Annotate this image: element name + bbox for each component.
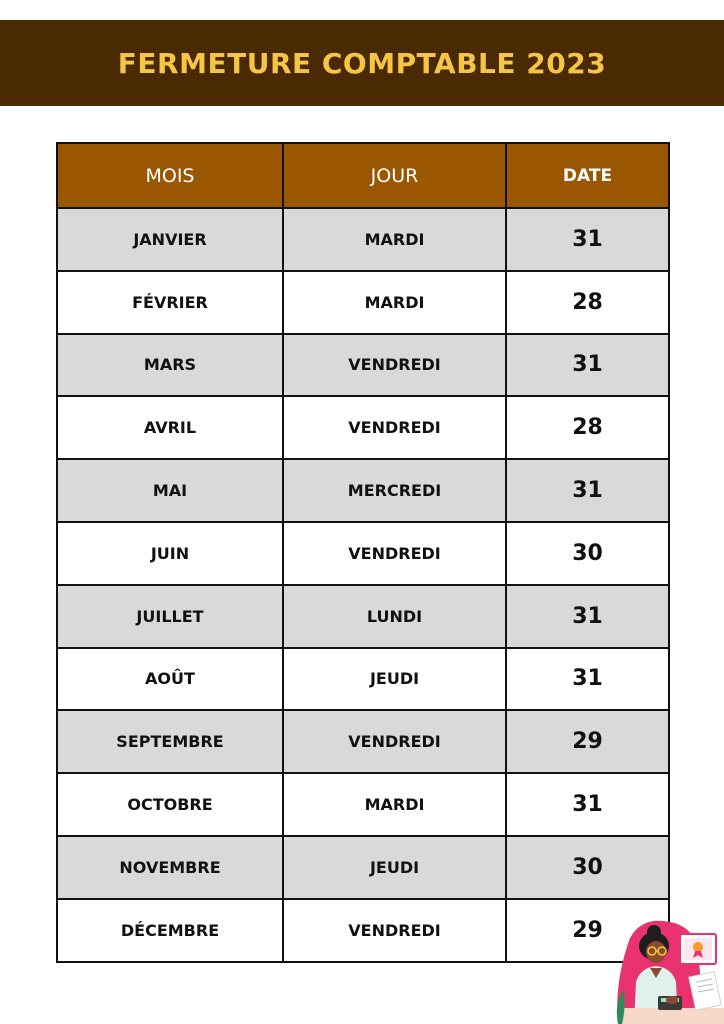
month-cell: AOÛT: [57, 648, 283, 711]
month-cell: AVRIL: [57, 396, 283, 459]
date-cell: 31: [506, 648, 669, 711]
table-row: [57, 710, 669, 773]
weekday-cell: MERCREDI: [283, 459, 506, 522]
column-header-date: DATE: [506, 143, 669, 208]
title-banner: [0, 20, 724, 106]
table-row: [57, 396, 669, 459]
weekday-cell: MARDI: [283, 271, 506, 334]
weekday-cell: VENDREDI: [283, 710, 506, 773]
weekday-cell: VENDREDI: [283, 334, 506, 397]
table-row: [57, 773, 669, 836]
date-cell: 31: [506, 459, 669, 522]
weekday-cell: MARDI: [283, 773, 506, 836]
month-cell: JANVIER: [57, 208, 283, 271]
month-cell: SEPTEMBRE: [57, 710, 283, 773]
table-row: [57, 271, 669, 334]
date-cell: 29: [506, 899, 669, 962]
table-row: [57, 585, 669, 648]
month-cell: JUILLET: [57, 585, 283, 648]
month-cell: MARS: [57, 334, 283, 397]
date-cell: 31: [506, 585, 669, 648]
table-row: [57, 648, 669, 711]
column-header-jour: JOUR: [283, 143, 506, 208]
page-title: FERMETURE COMPTABLE 2023: [117, 46, 607, 80]
weekday-cell: VENDREDI: [283, 522, 506, 585]
date-cell: 31: [506, 773, 669, 836]
month-cell: DÉCEMBRE: [57, 899, 283, 962]
month-cell: NOVEMBRE: [57, 836, 283, 899]
date-cell: 31: [506, 208, 669, 271]
weekday-cell: VENDREDI: [283, 899, 506, 962]
table-row: [57, 899, 669, 962]
table-row: [57, 334, 669, 397]
weekday-cell: MARDI: [283, 208, 506, 271]
month-cell: OCTOBRE: [57, 773, 283, 836]
month-cell: MAI: [57, 459, 283, 522]
weekday-cell: VENDREDI: [283, 396, 506, 459]
weekday-cell: JEUDI: [283, 648, 506, 711]
table-header-row: [57, 143, 669, 208]
column-header-mois: MOIS: [57, 143, 283, 208]
weekday-cell: JEUDI: [283, 836, 506, 899]
date-cell: 29: [506, 710, 669, 773]
table-row: [57, 459, 669, 522]
date-cell: 30: [506, 522, 669, 585]
accountant-woman-illustration: [612, 912, 724, 1024]
weekday-cell: LUNDI: [283, 585, 506, 648]
table-row: [57, 208, 669, 271]
table-row: [57, 836, 669, 899]
month-cell: JUIN: [57, 522, 283, 585]
closing-dates-table: [56, 142, 670, 963]
date-cell: 31: [506, 334, 669, 397]
month-cell: FÉVRIER: [57, 271, 283, 334]
date-cell: 30: [506, 836, 669, 899]
table-row: [57, 522, 669, 585]
date-cell: 28: [506, 271, 669, 334]
date-cell: 28: [506, 396, 669, 459]
